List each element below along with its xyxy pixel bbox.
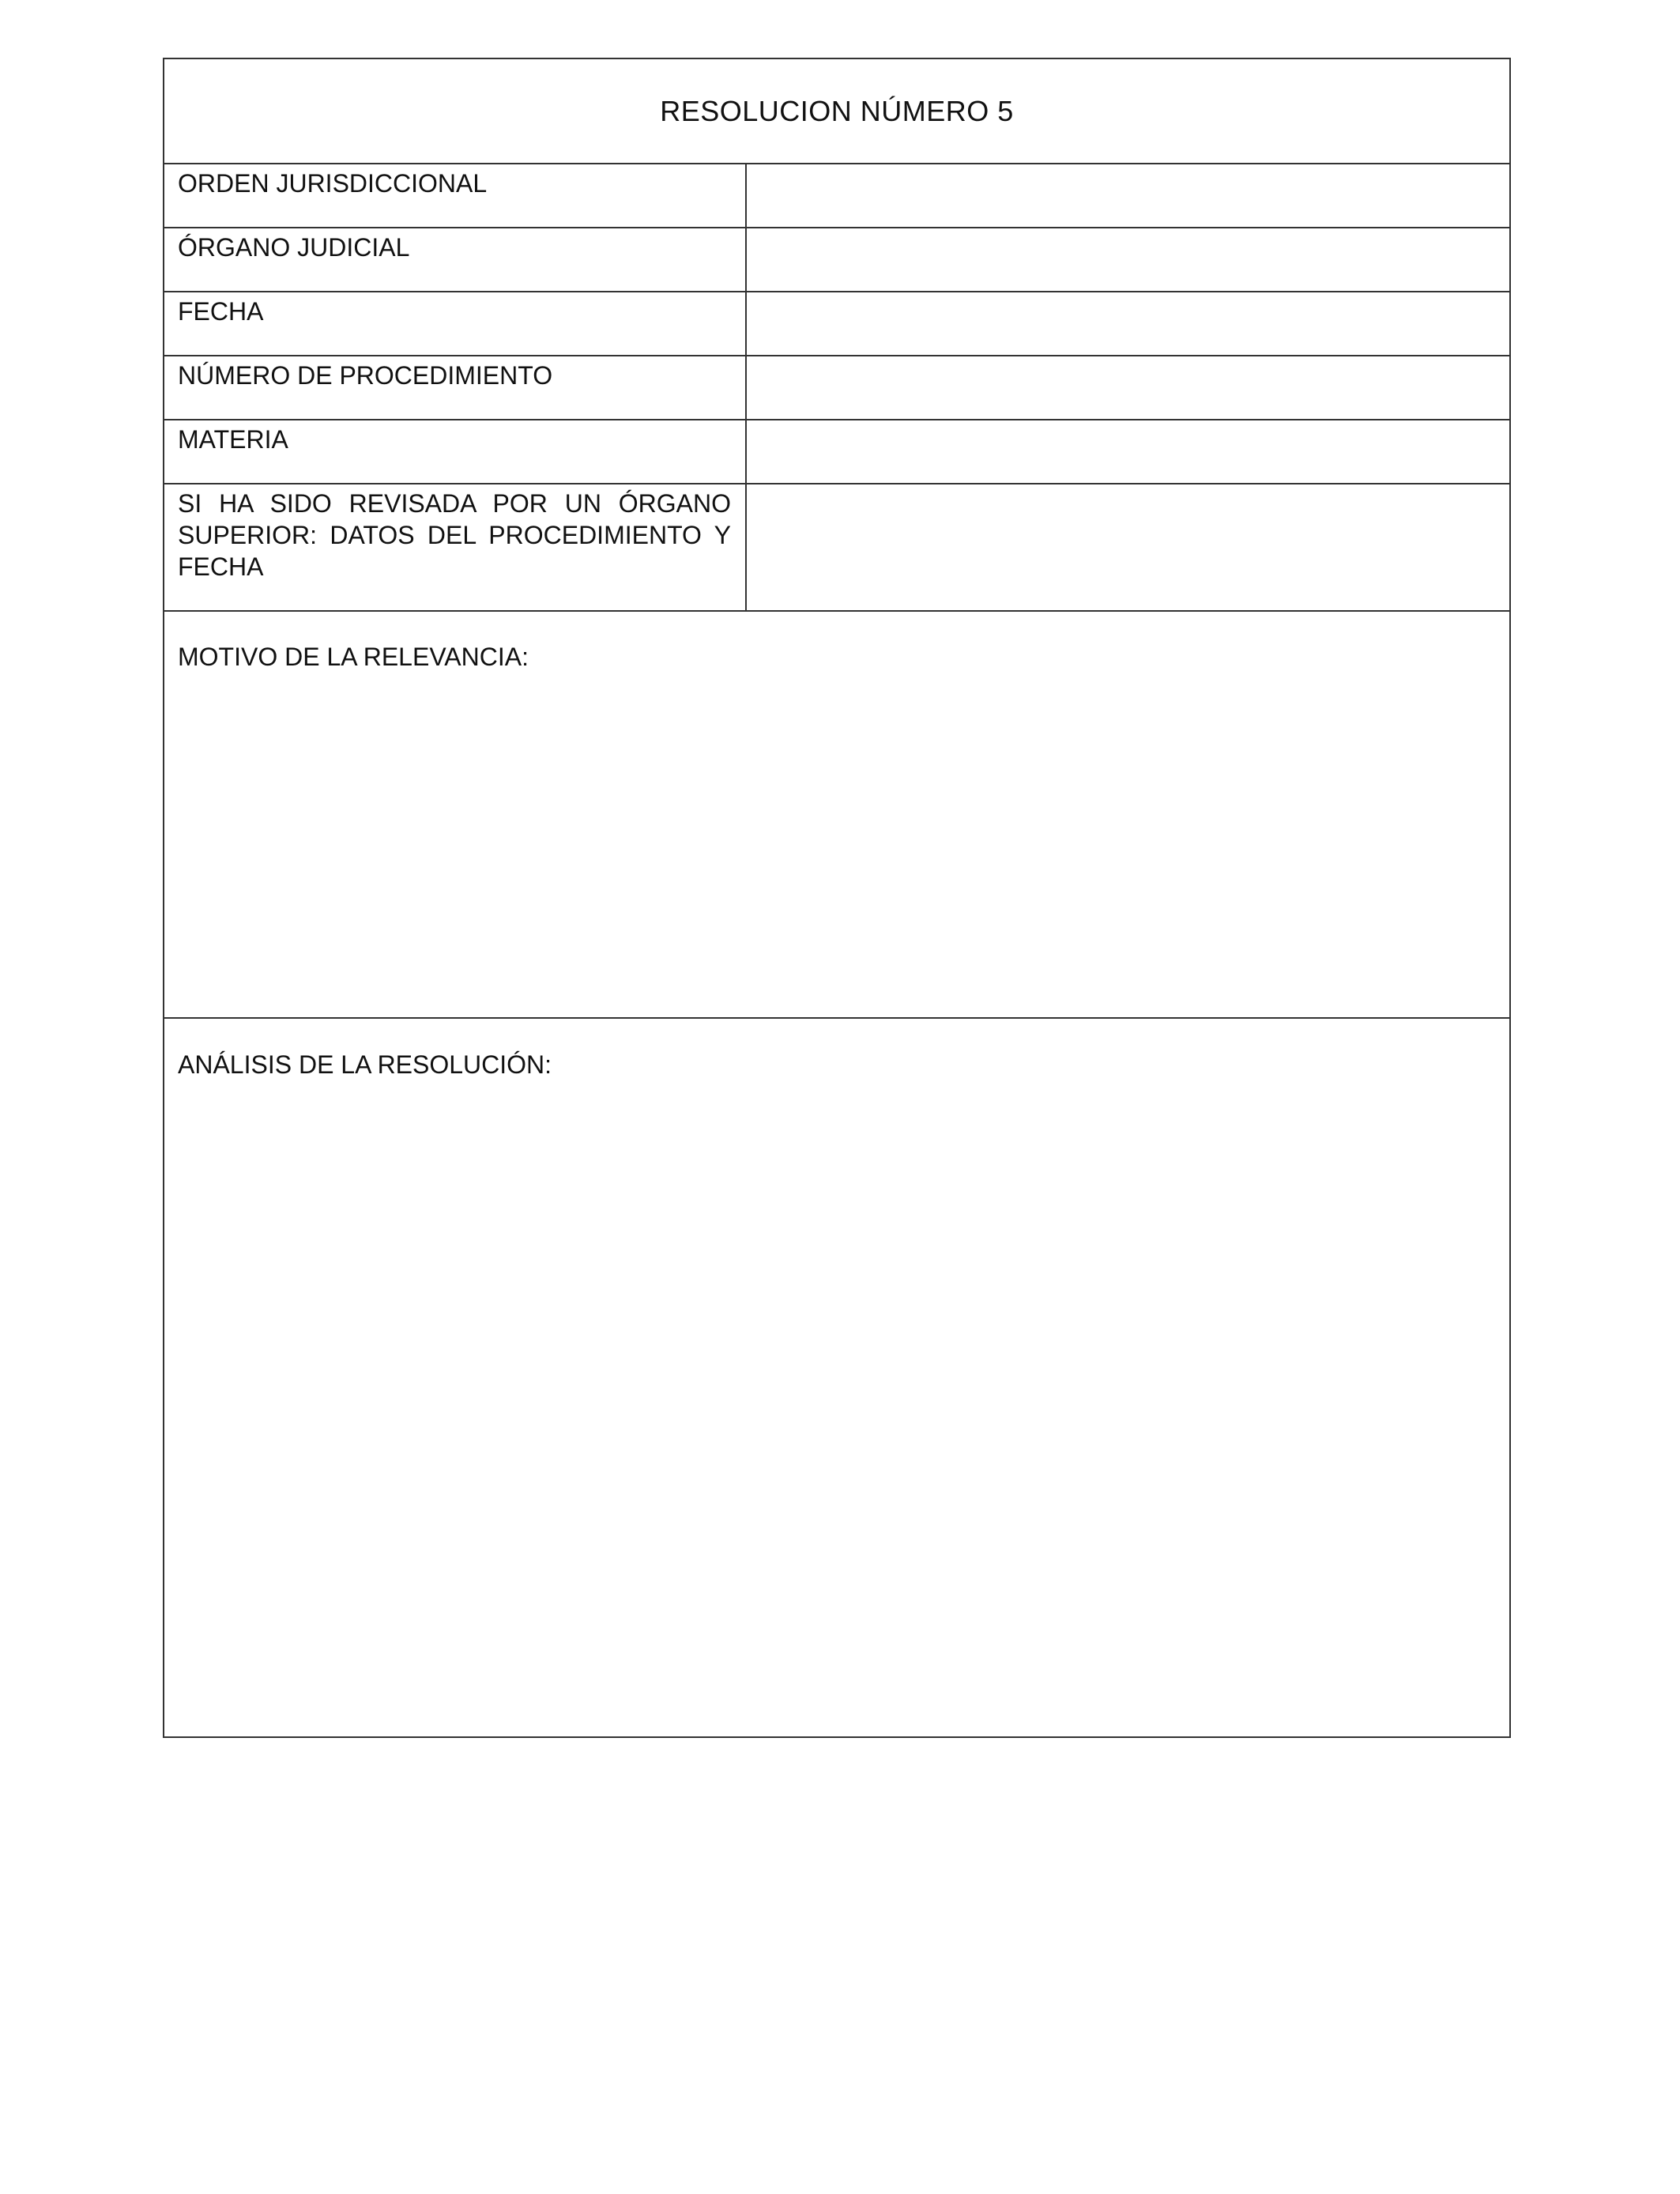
field-label-orden-jurisdiccional: ORDEN JURISDICCIONAL: [164, 164, 747, 227]
form-title-row: [164, 59, 1509, 164]
field-value-organo-judicial[interactable]: [747, 228, 1509, 291]
field-value-orden-jurisdiccional[interactable]: [747, 164, 1509, 227]
field-row-revision-superior: [164, 484, 1509, 612]
field-label-materia: MATERIA: [164, 420, 747, 483]
field-value-numero-procedimiento[interactable]: [747, 356, 1509, 419]
field-label-organo-judicial: ÓRGANO JUDICIAL: [164, 228, 747, 291]
form-title: RESOLUCION NÚMERO 5: [660, 94, 1014, 127]
section-label-analisis-resolucion: ANÁLISIS DE LA RESOLUCIÓN:: [178, 1050, 552, 1079]
field-label-numero-procedimiento: NÚMERO DE PROCEDIMIENTO: [164, 356, 747, 419]
field-value-revision-superior[interactable]: [747, 484, 1509, 610]
field-value-fecha[interactable]: [747, 292, 1509, 355]
section-analisis-resolucion[interactable]: [164, 1019, 1509, 1736]
field-row-organo-judicial: [164, 228, 1509, 292]
field-row-numero-procedimiento: [164, 356, 1509, 420]
section-motivo-relevancia[interactable]: [164, 611, 1509, 1019]
field-value-materia[interactable]: [747, 420, 1509, 483]
field-row-orden-jurisdiccional: [164, 164, 1509, 228]
field-label-fecha: FECHA: [164, 292, 747, 355]
resolution-form: [163, 58, 1511, 1738]
field-row-materia: [164, 420, 1509, 484]
field-row-fecha: [164, 292, 1509, 356]
field-label-revision-superior: SI HA SIDO REVISADA POR UN ÓRGANO SUPERIOR: DATOS DEL PROCEDIMIENTO Y FECHA: [164, 484, 747, 610]
field-table: [164, 164, 1509, 612]
section-label-motivo-relevancia: MOTIVO DE LA RELEVANCIA:: [178, 643, 529, 671]
